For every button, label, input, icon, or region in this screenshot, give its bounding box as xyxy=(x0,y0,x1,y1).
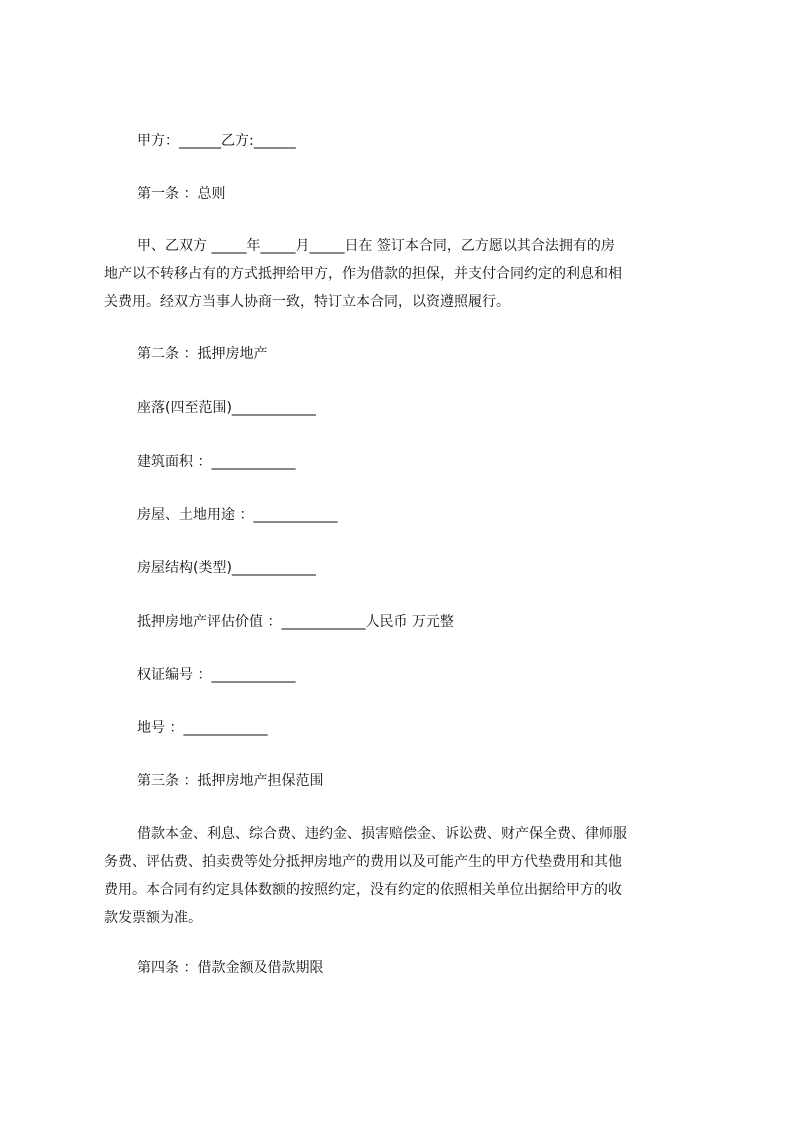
field-appraised-value: 抵押房地产评估价值 ：____________人民币 万元整 xyxy=(137,614,454,630)
article-2-heading: 第二条 ：抵押房地产 xyxy=(137,346,268,362)
article-3-paragraph xyxy=(104,824,700,936)
field-lot-number: 地号 ：____________ xyxy=(137,720,268,736)
article-1-paragraph xyxy=(104,236,700,320)
paragraph-line: 费用。本合同有约定具体数额的按照约定，没有约定的依照相关单位出据给甲方的收 xyxy=(104,882,622,898)
field-building-area: 建筑面积 ：____________ xyxy=(137,454,296,470)
article-4-heading: 第四条 ：借款金额及借款期限 xyxy=(137,960,324,976)
paragraph-line: 地产以不转移占有的方式抵押给甲方，作为借款的担保，并支付合同约定的利息和相 xyxy=(104,266,622,282)
article-3-heading: 第三条 ：抵押房地产担保范围 xyxy=(137,773,324,789)
field-certificate-number: 权证编号 ：____________ xyxy=(137,667,296,683)
paragraph-line: 甲、乙双方 _____年_____月_____日在 签订本合同，乙方愿以其合法拥有的房 xyxy=(137,238,615,254)
paragraph-line: 款发票额为准。 xyxy=(104,910,202,926)
paragraph-line: 务费、评估费、拍卖费等处分抵押房地产的费用以及可能产生的甲方代垫费用和其他 xyxy=(104,854,622,870)
field-structure-type: 房屋结构(类型)____________ xyxy=(137,560,316,576)
paragraph-line: 关费用。经双方当事人协商一致，特订立本合同，以资遵照履行。 xyxy=(104,294,510,310)
parties-line: 甲方：______乙方:______ xyxy=(137,133,296,149)
article-1-heading: 第一条 ：总则 xyxy=(137,186,226,202)
field-land-use: 房屋、土地用途 ：____________ xyxy=(137,507,338,523)
paragraph-line: 借款本金、利息、综合费、违约金、损害赔偿金、诉讼费、财产保全费、律师服 xyxy=(137,826,627,842)
field-location: 座落(四至范围)____________ xyxy=(137,400,316,416)
